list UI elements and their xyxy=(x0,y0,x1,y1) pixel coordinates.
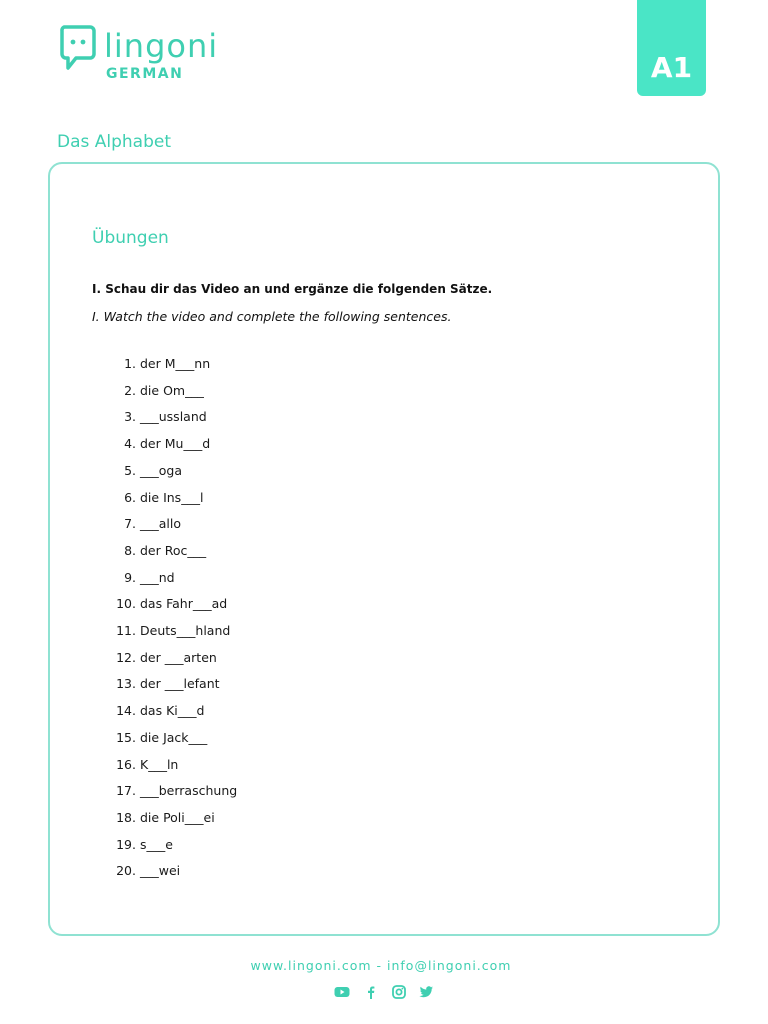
exercise-number: 16. xyxy=(116,756,136,772)
exercise-text: ___nd xyxy=(140,569,175,585)
exercise-card xyxy=(48,162,720,936)
exercise-text: die Poli___ei xyxy=(140,809,215,825)
exercise-number: 11. xyxy=(116,623,136,638)
logo-subtitle: GERMAN xyxy=(106,66,184,82)
exercise-item xyxy=(50,594,350,614)
exercise-number: 17. xyxy=(116,783,136,799)
exercise-number: 7. xyxy=(124,516,136,532)
instagram-icon[interactable] xyxy=(391,984,407,1000)
section-title: Das Alphabet xyxy=(57,132,172,152)
facebook-icon[interactable] xyxy=(363,984,379,1000)
youtube-icon[interactable] xyxy=(334,984,350,1000)
exercise-text: der M___nn xyxy=(140,356,211,371)
exercise-item xyxy=(50,407,350,427)
exercise-number: 15. xyxy=(116,729,136,745)
exercise-item xyxy=(50,835,350,855)
exercise-item xyxy=(50,488,350,508)
exercise-item xyxy=(50,728,350,748)
exercise-number: 3. xyxy=(124,409,136,425)
exercise-text: ___ussland xyxy=(140,409,207,425)
exercise-item xyxy=(50,621,350,641)
twitter-icon[interactable] xyxy=(418,984,434,1000)
exercise-text: ___oga xyxy=(140,462,182,478)
lingoni-logo xyxy=(60,24,240,84)
exercise-text: die Jack___ xyxy=(140,729,208,745)
exercise-number: 10. xyxy=(116,596,136,612)
exercise-text: K___ln xyxy=(140,756,179,772)
exercise-item xyxy=(50,568,350,588)
exercise-number: 19. xyxy=(116,836,136,852)
exercise-item xyxy=(50,808,350,828)
exercise-number: 9. xyxy=(124,569,136,585)
exercise-text: die Ins___l xyxy=(140,489,204,505)
instruction-english: I. Watch the video and complete the following sentences. xyxy=(92,309,452,324)
exercise-number: 2. xyxy=(124,382,136,398)
level-badge: A1 xyxy=(637,0,706,96)
exercise-title: Übungen xyxy=(92,228,169,248)
speech-bubble-logo-icon xyxy=(60,24,98,72)
exercise-item xyxy=(50,434,350,454)
exercise-item xyxy=(50,861,350,881)
exercise-item xyxy=(50,381,350,401)
exercise-text: der ___arten xyxy=(140,649,217,665)
exercise-number: 5. xyxy=(124,462,136,478)
exercise-item xyxy=(50,461,350,481)
exercise-number: 12. xyxy=(116,649,136,665)
exercise-item xyxy=(50,354,350,374)
exercise-item xyxy=(50,674,350,694)
exercise-item xyxy=(50,648,350,668)
exercise-text: ___berraschung xyxy=(140,783,238,799)
exercise-text: s___e xyxy=(140,836,173,852)
exercise-text: das Ki___d xyxy=(140,703,205,719)
footer-links[interactable]: www.lingoni.com - info@lingoni.com xyxy=(250,958,512,973)
exercise-number: 14. xyxy=(116,703,136,719)
exercise-item xyxy=(50,755,350,775)
exercise-item xyxy=(50,541,350,561)
exercise-item xyxy=(50,701,350,721)
exercise-number: 13. xyxy=(116,676,136,692)
exercise-text: die Om___ xyxy=(140,382,204,398)
exercise-item xyxy=(50,514,350,534)
exercise-text: der Roc___ xyxy=(140,542,207,558)
exercise-text: ___wei xyxy=(140,863,181,879)
social-icons xyxy=(334,984,438,1002)
exercise-number: 1. xyxy=(124,356,136,371)
exercise-text: Deuts___hland xyxy=(140,623,231,638)
exercise-number: 8. xyxy=(124,542,136,558)
instruction-german: I. Schau dir das Video an und ergänze die folgenden Sätze. xyxy=(92,282,493,296)
logo-wordmark: lingoni xyxy=(104,27,219,65)
exercise-text: der Mu___d xyxy=(140,436,211,452)
exercise-number: 18. xyxy=(116,809,136,825)
exercise-text: der ___lefant xyxy=(140,676,220,692)
exercise-number: 6. xyxy=(124,489,136,505)
exercise-item xyxy=(50,781,350,801)
exercise-text: das Fahr___ad xyxy=(140,596,228,612)
exercise-number: 4. xyxy=(124,436,136,452)
exercise-text: ___allo xyxy=(140,516,182,532)
exercise-number: 20. xyxy=(116,863,136,879)
